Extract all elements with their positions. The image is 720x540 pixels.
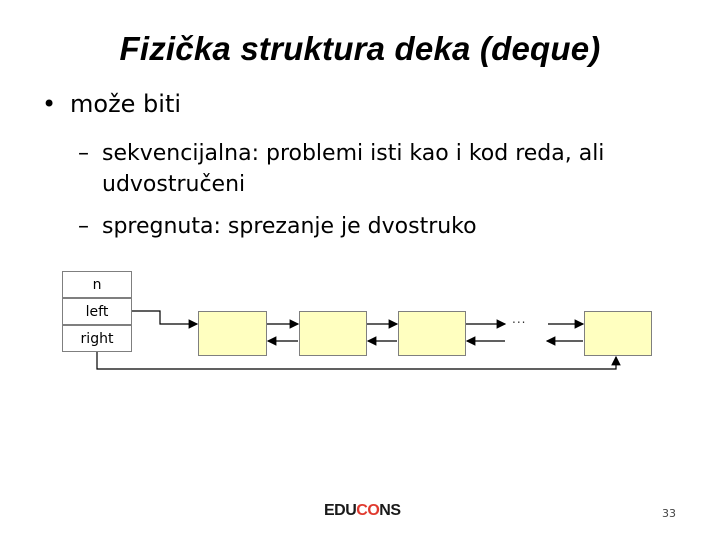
dash: –: [78, 214, 89, 239]
dash: –: [78, 141, 89, 166]
ellipsis: ...: [512, 312, 527, 326]
page-number: 33: [662, 507, 676, 520]
left-pointer-arrow: [132, 311, 197, 324]
header-cell-n: n: [62, 271, 132, 298]
right-pointer-arrow: [97, 352, 616, 369]
sub-item-text: spregnuta: sprezanje je dvostruko: [102, 214, 477, 239]
header-cell-right: right: [62, 325, 132, 352]
sub-item-text-line2: udvostručeni: [102, 172, 246, 197]
header-cell-left: left: [62, 298, 132, 325]
sub-item-text-line1: sekvencijalna: problemi isti kao i kod reda, ali: [102, 141, 605, 166]
bullet-dot: •: [42, 90, 57, 118]
slide-title: Fizička struktura deka (deque): [119, 30, 601, 67]
bullet-text: može biti: [70, 90, 182, 118]
educons-logo: EDUCONS: [324, 502, 401, 519]
